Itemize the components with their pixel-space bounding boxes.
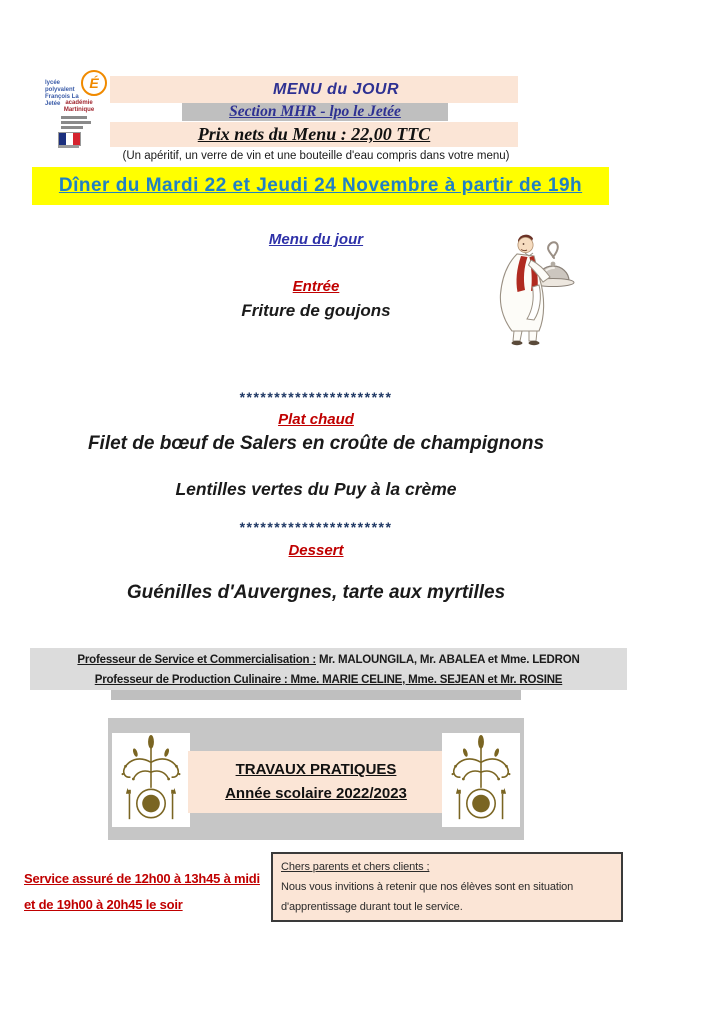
price-band xyxy=(110,122,518,147)
dessert-heading: Dessert xyxy=(288,542,344,559)
waiter-illustration xyxy=(487,227,577,349)
professors-service-line xyxy=(30,648,627,670)
starter-item: Friture de goujons xyxy=(241,301,391,320)
school-name-line2: François La Jetée xyxy=(45,94,79,107)
page-title: MENU du JOUR xyxy=(273,81,399,98)
professors-production-line: Professeur de Production Culinaire : Mme. MARIE CELINE, Mme. SEJEAN et Mr. ROSINE xyxy=(94,674,563,686)
practicals-line1: TRAVAUX PRATIQUES xyxy=(235,761,397,778)
dinner-date-banner xyxy=(32,167,609,205)
notice-line3: d'apprentissage durant tout le service. xyxy=(281,901,463,913)
professors-service-label: Professeur de Service et Commercialisation : xyxy=(77,654,316,666)
academy-name xyxy=(59,100,99,113)
practicals-line2: Année scolaire 2022/2023 xyxy=(225,785,407,802)
main-course-item-1: Filet de bœuf de Salers en croûte de champignons xyxy=(87,433,545,454)
gray-divider-strip xyxy=(111,690,521,700)
service-hours-line2: et de 19h00 à 20h45 le soir xyxy=(24,897,183,912)
notice-line1: Chers parents et chers clients ; xyxy=(281,861,430,873)
flag-motto-line xyxy=(58,146,79,148)
professors-service-names: Mr. MALOUNGILA, Mr. ABALEA et Mme. LEDRON xyxy=(315,654,580,666)
practicals-band xyxy=(108,718,524,840)
menu-title-band xyxy=(110,76,518,103)
table-setting-ornament-left xyxy=(112,733,190,827)
dessert-item: Guénilles d'Auvergnes, tarte aux myrtilles xyxy=(126,582,506,603)
service-hours xyxy=(24,866,294,918)
included-note: (Un apéritif, un verre de vin et une bouteille d'eau compris dans votre menu) xyxy=(122,150,510,162)
professors-bar xyxy=(30,648,627,690)
separator-stars-1: ********************** xyxy=(239,389,393,405)
section-band xyxy=(182,103,448,121)
section-title: Section MHR - lpo le Jetée xyxy=(229,103,401,120)
practicals-title-box xyxy=(188,751,444,813)
notice-line2: Nous vous invitions à retenir que nos élèves sont en situation xyxy=(281,881,574,893)
main-course-heading: Plat chaud xyxy=(278,411,354,428)
french-flag-icon xyxy=(58,132,81,146)
menu-price: Prix nets du Menu : 22,00 TTC xyxy=(197,124,431,144)
academy-name-line2: Martinique xyxy=(63,106,95,113)
menu-of-day-heading: Menu du jour xyxy=(268,231,364,248)
logo-fine-print xyxy=(61,116,91,131)
school-name-line1: lycée polyvalent xyxy=(45,80,75,93)
school-logo xyxy=(45,70,115,150)
academy-name-line1: académie xyxy=(65,100,93,106)
academy-e-icon: É xyxy=(81,70,107,96)
parents-notice-box xyxy=(271,852,623,922)
table-setting-ornament-right xyxy=(442,733,520,827)
starter-heading: Entrée xyxy=(292,278,340,295)
dinner-date-text: Dîner du Mardi 22 et Jeudi 24 Novembre à partir de 19h xyxy=(58,175,583,196)
service-hours-line1: Service assuré de 12h00 à 13h45 à midi xyxy=(24,871,260,886)
separator-stars-2: ********************** xyxy=(239,519,393,535)
main-course-item-2: Lentilles vertes du Puy à la crème xyxy=(175,479,457,499)
